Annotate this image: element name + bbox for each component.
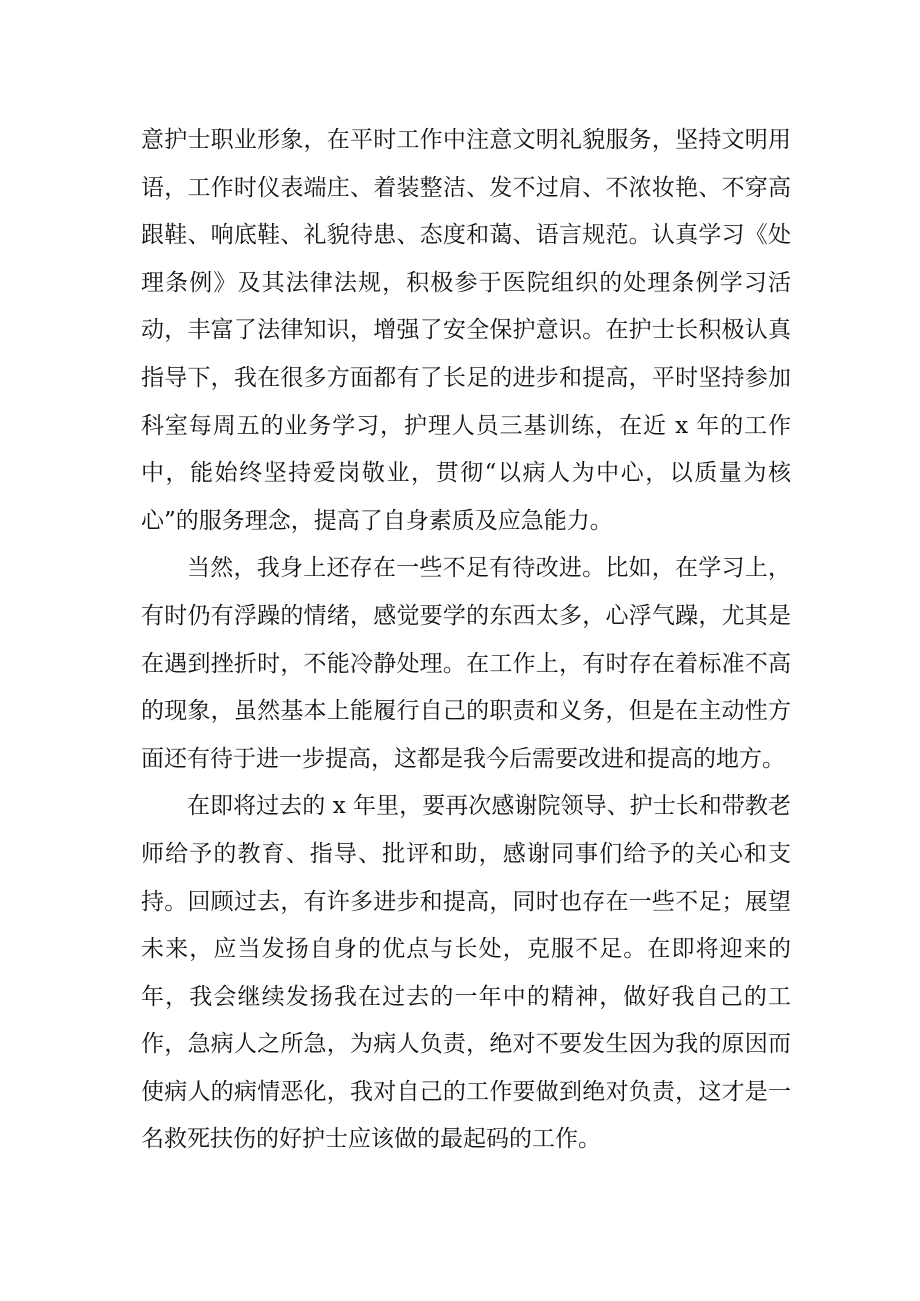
paragraph-continued: 意护士职业形象，在平时工作中注意文明礼貌服务，坚持文明用语，工作时仪表端庄、着装整洁、发不过肩、不浓妆艳、不穿高跟鞋、响底鞋、礼貌待患、态度和蔼、语言规范。认真学习《处理条例》及其法律法规，积极参于医院组织的处理条例学习活动，丰富了法律知识，增强了安全保护意识。在护士长积极认真指导下，我在很多方面都有了长足的进步和提高，平时坚持参加科室每周五的业务学习，护理人员三基训练，在近 x 年的工作中，能始终坚持爱岗敬业，贯彻“以病人为中心，以质量为核心”的服务理念，提高了自身素质及应急能力。	[141, 127, 791, 534]
document-body	[141, 117, 791, 1164]
paragraph-conclusion: 在即将过去的 x 年里，要再次感谢院领导、护士长和带教老师给予的教育、指导、批评和助，感谢同事们给予的关心和支持。回顾过去，有许多进步和提高，同时也存在一些不足；展望未来，应当发扬自身的优点与长处，克服不足。在即将迎来的年，我会继续发扬我在过去的一年中的精神，做好我自己的工作，急病人之所急，为病人负责，绝对不要发生因为我的原因而使病人的病情恶化，我对自己的工作要做到绝对负责，这才是一名救死扶伤的好护士应该做的最起码的工作。	[141, 793, 791, 1153]
paragraph-shortcomings: 当然，我身上还存在一些不足有待改进。比如，在学习上，有时仍有浮躁的情绪，感觉要学的东西太多，心浮气躁，尤其是在遇到挫折时，不能冷静处理。在工作上，有时存在着标准不高的现象，虽然基本上能履行自己的职责和义务，但是在主动性方面还有待于进一步提高，这都是我今后需要改进和提高的地方。	[141, 555, 791, 772]
